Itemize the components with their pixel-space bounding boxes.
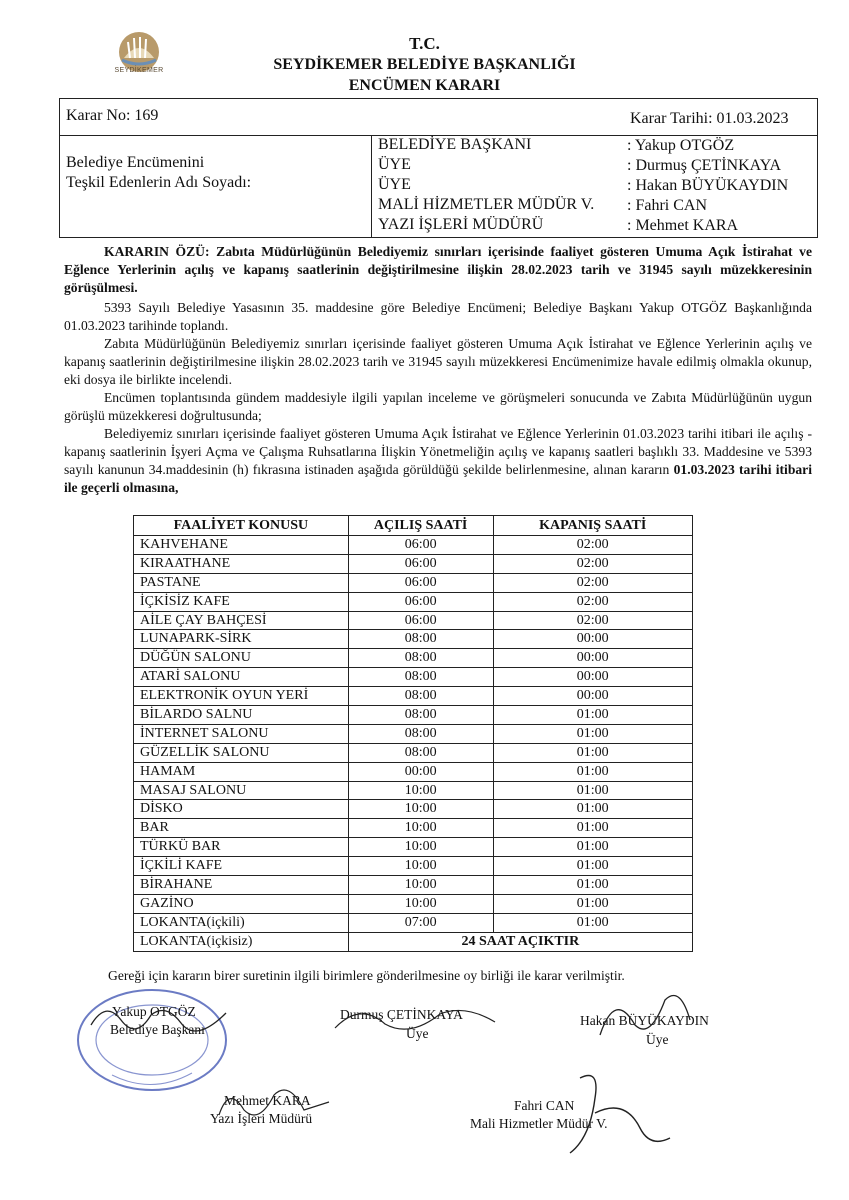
member-name: : Yakup OTGÖZ (627, 137, 735, 154)
header-municipality: SEYDİKEMER BELEDİYE BAŞKANLIĞI (273, 56, 576, 73)
table-row (134, 838, 693, 857)
header-tc: T.C. (409, 34, 440, 53)
logo-text: SEYDİKEMER (114, 67, 164, 74)
table-row (134, 630, 693, 649)
closing-time-cell: 01:00 (493, 819, 693, 838)
paragraph-3: Encümen toplantısında gündem maddesiyle ilgili yapılan inceleme ve görüşmeleri sonucunda ve Zabıta Müdürlüğünün uygun görüşlü müzekkeresi doğrultusunda; (64, 390, 812, 423)
member-role: ÜYE (378, 176, 411, 193)
member2-title: Üye (646, 1032, 669, 1047)
finance-name: Fahri CAN (514, 1098, 575, 1113)
closing-time-cell: 01:00 (493, 762, 693, 781)
member1-title: Üye (406, 1026, 429, 1041)
clerk-name: Mehmet KARA (224, 1093, 311, 1108)
column-header: AÇILIŞ SAATİ (348, 516, 493, 536)
table-row (134, 876, 693, 895)
paragraph-4-bold: 01.03.2023 tarihi itibari ile geçerli olmasına, (64, 462, 812, 495)
closing-time-cell: 00:00 (493, 687, 693, 706)
table-row (134, 649, 693, 668)
opening-time-cell: 07:00 (348, 913, 493, 932)
finance-title: Mali Hizmetler Müdür V. (470, 1116, 608, 1131)
activity-cell: LUNAPARK-SİRK (134, 630, 349, 649)
member2-signature (590, 985, 700, 1040)
table-header-row (134, 516, 693, 536)
closing-time-cell: 02:00 (493, 611, 693, 630)
closing-time-cell: 02:00 (493, 592, 693, 611)
member-role: BELEDİYE BAŞKANI (378, 136, 532, 153)
activity-cell: LOKANTA(içkisiz) (134, 932, 349, 951)
table-row (134, 762, 693, 781)
activity-cell: İÇKİLİ KAFE (134, 857, 349, 876)
closing-time-cell: 01:00 (493, 724, 693, 743)
closing-time-cell: 02:00 (493, 573, 693, 592)
opening-time-cell: 08:00 (348, 706, 493, 725)
members-label-1: Belediye Encümenini (66, 154, 205, 171)
table-row (134, 611, 693, 630)
activity-cell: BİLARDO SALNU (134, 706, 349, 725)
opening-time-cell: 10:00 (348, 894, 493, 913)
closing-time-cell: 00:00 (493, 668, 693, 687)
opening-time-cell: 08:00 (348, 724, 493, 743)
table-row (134, 894, 693, 913)
clerk-title: Yazı İşleri Müdürü (210, 1111, 313, 1126)
closing-time-cell: 01:00 (493, 706, 693, 725)
table-row (134, 573, 693, 592)
table-row (134, 592, 693, 611)
paragraph-4-text: Belediyemiz sınırları içerisinde faaliyet gösteren Umuma Açık İstirahat ve Eğlence Yerlerinin 01.03.2023 tarihi itibari ile açılış - kapanış saatlerinin İşyeri Açma ve Çalışma Ruhsatlarına İlişkin Yönetmeliğin açılış ve kapanış saatleri başlıklı 33. Maddesine ve 5393 sayılı kanunun 34.maddesinin (h) fıkrasına istinaden aşağıda görüldüğü şekilde belirlenmesine, alınan kararın (64, 426, 812, 477)
opening-time-cell: 08:00 (348, 743, 493, 762)
activity-cell: MASAJ SALONU (134, 781, 349, 800)
paragraph-1: 5393 Sayılı Belediye Yasasının 35. maddesine göre Belediye Encümeni; Belediye Başkanı Yakup OTGÖZ Başkanlığında 01.03.2023 tarihinde toplandı. (64, 300, 812, 333)
closing-time-cell: 01:00 (493, 913, 693, 932)
activity-cell: BİRAHANE (134, 876, 349, 895)
paragraph-2: Zabıta Müdürlüğünün Belediyemiz sınırları içerisinde faaliyet gösteren Umuma Açık İstirahat ve Eğlence Yerlerinin açılış ve kapanış saatlerinin değiştirilmesine ilişkin 28.02.2023 tarih ve 31945 sayılı müzekkeresi Encümenimize havale edilmiş olmakla okunup, eki dosya ile birlikte incelendi. (64, 336, 812, 387)
member2-name: Hakan BÜYÜKAYDIN (580, 1013, 709, 1028)
activity-cell: GAZİNO (134, 894, 349, 913)
activity-cell: İNTERNET SALONU (134, 724, 349, 743)
table-row (134, 706, 693, 725)
table-row (134, 913, 693, 932)
mayor-title: Belediye Başkanı (110, 1022, 205, 1037)
closing-time-cell: 00:00 (493, 630, 693, 649)
member-role: ÜYE (378, 156, 411, 173)
opening-time-cell: 08:00 (348, 630, 493, 649)
table-row (134, 819, 693, 838)
finance-signature (540, 1068, 680, 1158)
closing-time-cell: 02:00 (493, 554, 693, 573)
member-name: : Durmuş ÇETİNKAYA (627, 157, 782, 174)
closing-time-cell: 01:00 (493, 876, 693, 895)
table-row (134, 687, 693, 706)
member-role: YAZI İŞLERİ MÜDÜRÜ (378, 216, 544, 233)
opening-time-cell: 06:00 (348, 573, 493, 592)
member-name: : Mehmet KARA (627, 217, 739, 234)
box-column-divider (371, 135, 372, 238)
closing-time-cell: 02:00 (493, 536, 693, 555)
closing-time-cell: 01:00 (493, 800, 693, 819)
decision-summary: KARARIN ÖZÜ: Zabıta Müdürlüğünün Belediyemiz sınırları içerisinde faaliyet gösteren Umuma Açık İstirahat ve Eğlence Yerlerinin açılış ve kapanış saatlerinin değiştirilmesine ilişkin 28.02.2023 tarih ve 31945 sayılı müzekkeresinin görüşülmesi. (64, 244, 812, 295)
member1-name: Durmuş ÇETİNKAYA (340, 1007, 463, 1022)
table-row (134, 668, 693, 687)
opening-time-cell: 06:00 (348, 592, 493, 611)
closing-time-cell: 01:00 (493, 781, 693, 800)
closing-time-cell: 01:00 (493, 894, 693, 913)
activity-cell: AİLE ÇAY BAHÇESİ (134, 611, 349, 630)
open-24h-cell: 24 SAAT AÇIKTIR (348, 932, 692, 951)
header-decision-type: ENCÜMEN KARARI (348, 77, 501, 94)
member1-signature (330, 1000, 500, 1040)
column-header: FAALİYET KONUSU (134, 516, 349, 536)
opening-time-cell: 08:00 (348, 649, 493, 668)
activity-cell: KIRAATHANE (134, 554, 349, 573)
activity-cell: PASTANE (134, 573, 349, 592)
clerk-signature (214, 1080, 334, 1125)
opening-time-cell: 06:00 (348, 536, 493, 555)
opening-time-cell: 10:00 (348, 800, 493, 819)
schedule-table (133, 515, 693, 952)
activity-cell: GÜZELLİK SALONU (134, 743, 349, 762)
column-header: KAPANIŞ SAATİ (493, 516, 693, 536)
table-row (134, 781, 693, 800)
opening-time-cell: 10:00 (348, 857, 493, 876)
opening-time-cell: 10:00 (348, 781, 493, 800)
decision-date: Karar Tarihi: 01.03.2023 (630, 110, 789, 127)
closing-time-cell: 00:00 (493, 649, 693, 668)
decision-number: Karar No: 169 (66, 107, 159, 124)
paragraph-4 (64, 425, 812, 497)
table-row (134, 554, 693, 573)
opening-time-cell: 08:00 (348, 687, 493, 706)
activity-cell: TÜRKÜ BAR (134, 838, 349, 857)
activity-cell: DÜĞÜN SALONU (134, 649, 349, 668)
activity-cell: ATARİ SALONU (134, 668, 349, 687)
table-row (134, 857, 693, 876)
table-row (134, 800, 693, 819)
closing-time-cell: 01:00 (493, 857, 693, 876)
activity-cell: İÇKİSİZ KAFE (134, 592, 349, 611)
member-name: : Hakan BÜYÜKAYDIN (627, 177, 789, 194)
table-row (134, 932, 693, 951)
table-row (134, 743, 693, 762)
members-label-2: Teşkil Edenlerin Adı Soyadı: (66, 174, 252, 191)
activity-cell: KAHVEHANE (134, 536, 349, 555)
closing-statement: Gereği için kararın birer suretinin ilgili birimlere gönderilmesine oy birliği ile karar verilmiştir. (108, 968, 625, 983)
opening-time-cell: 10:00 (348, 838, 493, 857)
activity-cell: BAR (134, 819, 349, 838)
activity-cell: HAMAM (134, 762, 349, 781)
opening-time-cell: 06:00 (348, 554, 493, 573)
opening-time-cell: 10:00 (348, 876, 493, 895)
mayor-signature (86, 995, 236, 1040)
closing-time-cell: 01:00 (493, 743, 693, 762)
activity-cell: ELEKTRONİK OYUN YERİ (134, 687, 349, 706)
member-role: MALİ HİZMETLER MÜDÜR V. (378, 196, 595, 213)
table-row (134, 536, 693, 555)
mayor-name: Yakup OTGÖZ (112, 1004, 196, 1019)
opening-time-cell: 08:00 (348, 668, 493, 687)
opening-time-cell: 10:00 (348, 819, 493, 838)
closing-time-cell: 01:00 (493, 838, 693, 857)
member-name: : Fahri CAN (627, 197, 707, 214)
opening-time-cell: 00:00 (348, 762, 493, 781)
activity-cell: DİSKO (134, 800, 349, 819)
opening-time-cell: 06:00 (348, 611, 493, 630)
table-row (134, 724, 693, 743)
activity-cell: LOKANTA(içkili) (134, 913, 349, 932)
